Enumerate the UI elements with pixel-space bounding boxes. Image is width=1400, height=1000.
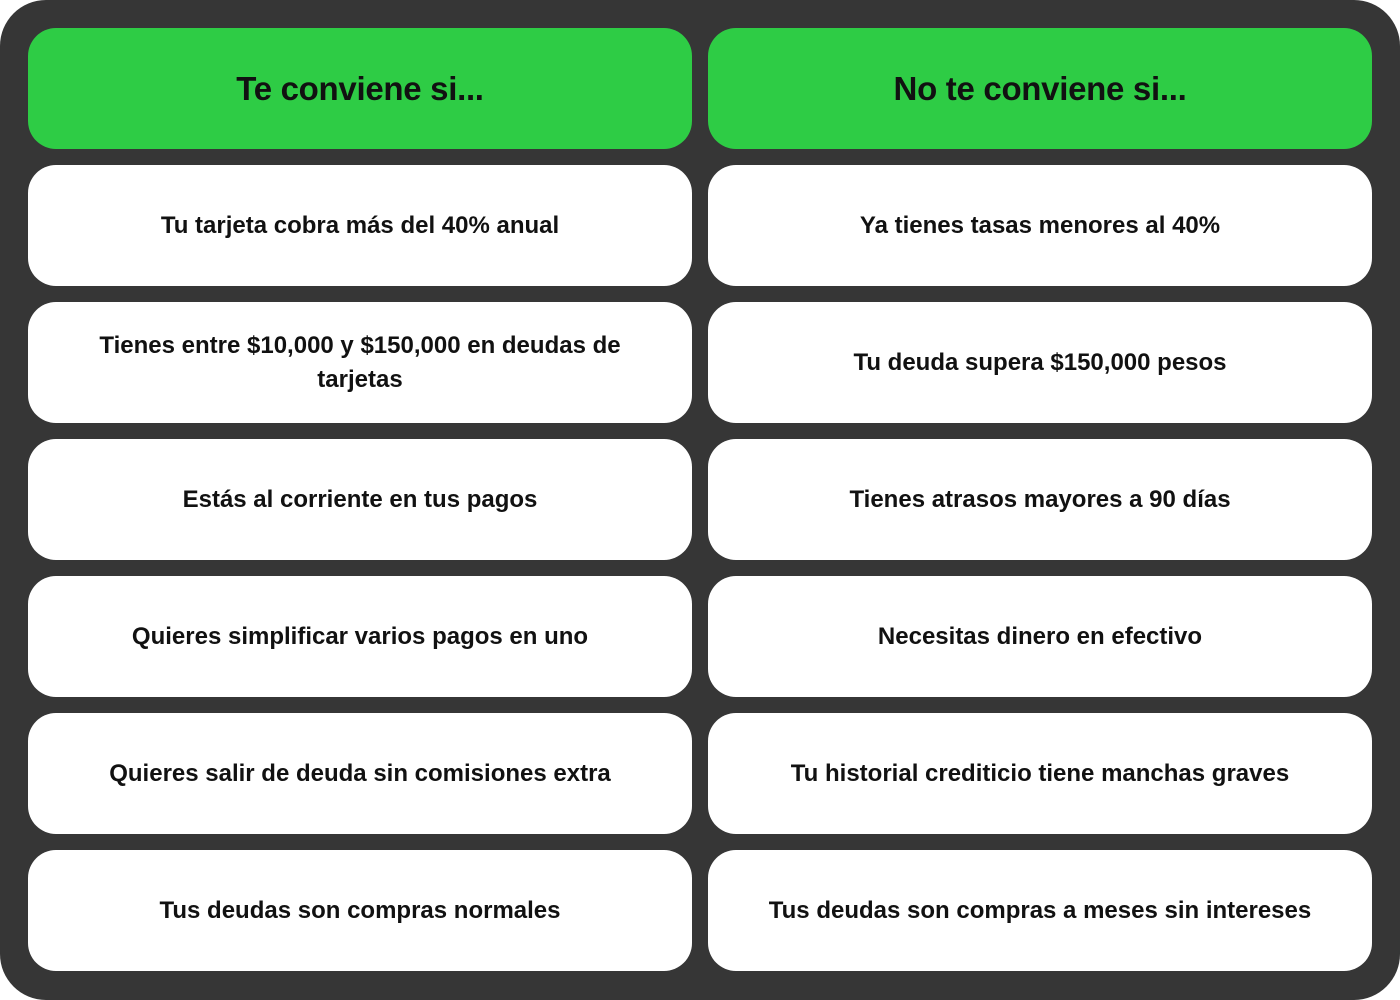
comparison-grid (28, 28, 1372, 971)
header-cons (708, 28, 1372, 149)
cons-item-text: Tu deuda supera $150,000 pesos (853, 348, 1227, 376)
pros-item (28, 576, 692, 697)
cons-item-text: Ya tienes tasas menores al 40% (859, 211, 1221, 239)
cons-item (708, 165, 1372, 286)
pros-item-text: Tu tarjeta cobra más del 40% anual (160, 211, 560, 239)
pros-item (28, 302, 692, 423)
cons-item (708, 302, 1372, 423)
pros-item-text: Tus deudas son compras normales (159, 896, 561, 924)
cons-item (708, 713, 1372, 834)
pros-item-text: Estás al corriente en tus pagos (182, 485, 538, 513)
pros-item (28, 850, 692, 971)
pros-item-text: Quieres salir de deuda sin comisiones extra (109, 759, 611, 787)
pros-item (28, 713, 692, 834)
pros-item-text: Tienes entre $10,000 y $150,000 en deudas de tarjetas (99, 331, 621, 393)
cons-item-text: Tus deudas son compras a meses sin intereses (768, 896, 1312, 924)
cons-item-text: Tu historial crediticio tiene manchas graves (790, 759, 1290, 787)
header-pros (28, 28, 692, 149)
pros-item (28, 165, 692, 286)
cons-item (708, 576, 1372, 697)
pros-item-text: Quieres simplificar varios pagos en uno (131, 622, 589, 650)
cons-item-text: Tienes atrasos mayores a 90 días (849, 485, 1231, 513)
pros-item (28, 439, 692, 560)
header-pros-label: Te conviene si... (236, 69, 484, 107)
cons-item-text: Necesitas dinero en efectivo (877, 622, 1203, 650)
header-cons-label: No te conviene si... (893, 69, 1187, 107)
cons-item (708, 850, 1372, 971)
cons-item (708, 439, 1372, 560)
